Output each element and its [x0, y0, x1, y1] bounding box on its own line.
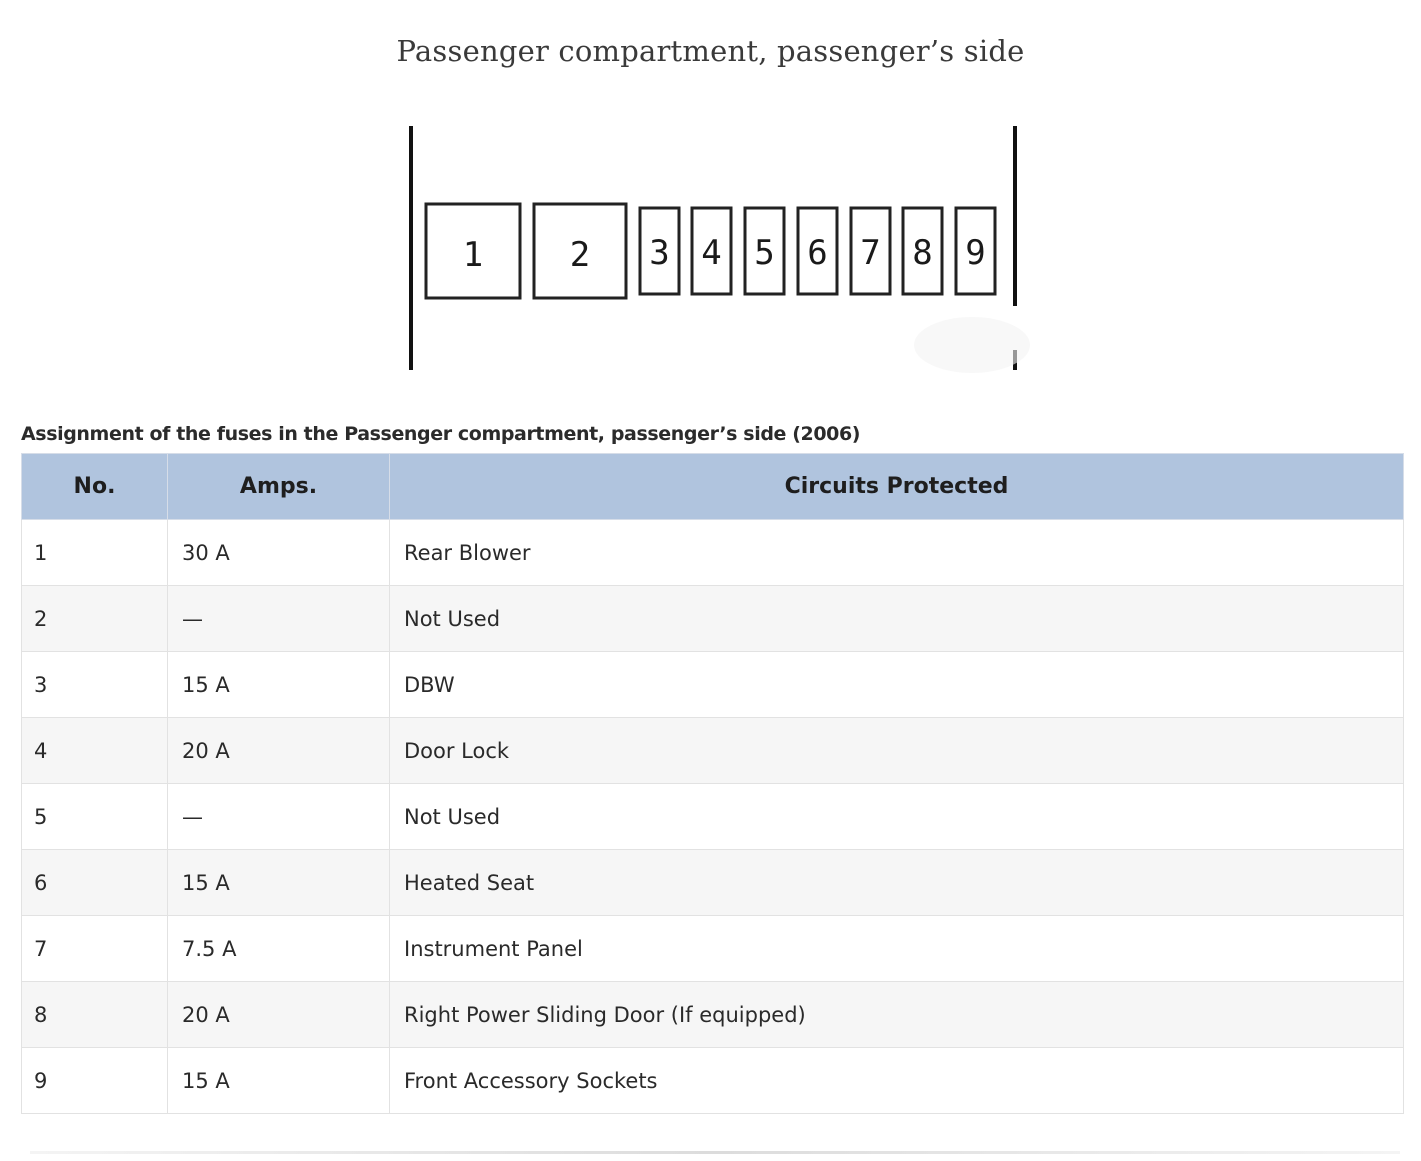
cell-amps: 15 A [168, 652, 390, 718]
cell-circuit: Rear Blower [390, 520, 1404, 586]
fuse-1-label: 1 [462, 235, 484, 275]
cell-no: 8 [22, 982, 168, 1048]
bottom-divider [30, 1151, 1400, 1154]
cell-no: 3 [22, 652, 168, 718]
header-amps: Amps. [168, 454, 390, 520]
cell-circuit: Door Lock [390, 718, 1404, 784]
table-row [22, 850, 1404, 916]
cell-circuit: Right Power Sliding Door (If equipped) [390, 982, 1404, 1048]
fuse-9-label: 9 [965, 233, 986, 273]
cell-amps: 15 A [168, 1048, 390, 1114]
fuse-7-label: 7 [860, 233, 881, 273]
cell-amps: — [168, 784, 390, 850]
cell-no: 5 [22, 784, 168, 850]
cell-no: 2 [22, 586, 168, 652]
header-no: No. [22, 454, 168, 520]
fuse-2-label: 2 [569, 235, 591, 275]
smudge [914, 317, 1030, 373]
table-row [22, 784, 1404, 850]
cell-no: 4 [22, 718, 168, 784]
cell-amps: 7.5 A [168, 916, 390, 982]
fuse-3-label: 3 [649, 233, 670, 273]
fuse-8-label: 8 [912, 233, 933, 273]
table-header-row [22, 454, 1404, 520]
cell-circuit: DBW [390, 652, 1404, 718]
table-row [22, 1048, 1404, 1114]
cell-no: 9 [22, 1048, 168, 1114]
table-row [22, 982, 1404, 1048]
table-row [22, 520, 1404, 586]
table-row [22, 916, 1404, 982]
cell-amps: 20 A [168, 982, 390, 1048]
fuse-assignment-table [21, 453, 1404, 1114]
cell-circuit: Not Used [390, 784, 1404, 850]
cell-circuit: Not Used [390, 586, 1404, 652]
fuse-6-label: 6 [807, 233, 828, 273]
cell-no: 7 [22, 916, 168, 982]
cell-amps: 15 A [168, 850, 390, 916]
cell-circuit: Heated Seat [390, 850, 1404, 916]
table-row [22, 718, 1404, 784]
cell-no: 6 [22, 850, 168, 916]
cell-amps: — [168, 586, 390, 652]
table-row [22, 586, 1404, 652]
cell-amps: 20 A [168, 718, 390, 784]
diagram-title: Passenger compartment, passenger’s side [396, 34, 1025, 68]
fuse-4-label: 4 [701, 233, 722, 273]
header-circuits-protected: Circuits Protected [390, 454, 1404, 520]
cell-amps: 30 A [168, 520, 390, 586]
fuse-box-diagram [400, 120, 1030, 380]
cell-circuit: Front Accessory Sockets [390, 1048, 1404, 1114]
table-caption: Assignment of the fuses in the Passenger compartment, passenger’s side (2006) [21, 423, 861, 445]
cell-no: 1 [22, 520, 168, 586]
cell-circuit: Instrument Panel [390, 916, 1404, 982]
table-row [22, 652, 1404, 718]
fuse-5-label: 5 [754, 233, 775, 273]
